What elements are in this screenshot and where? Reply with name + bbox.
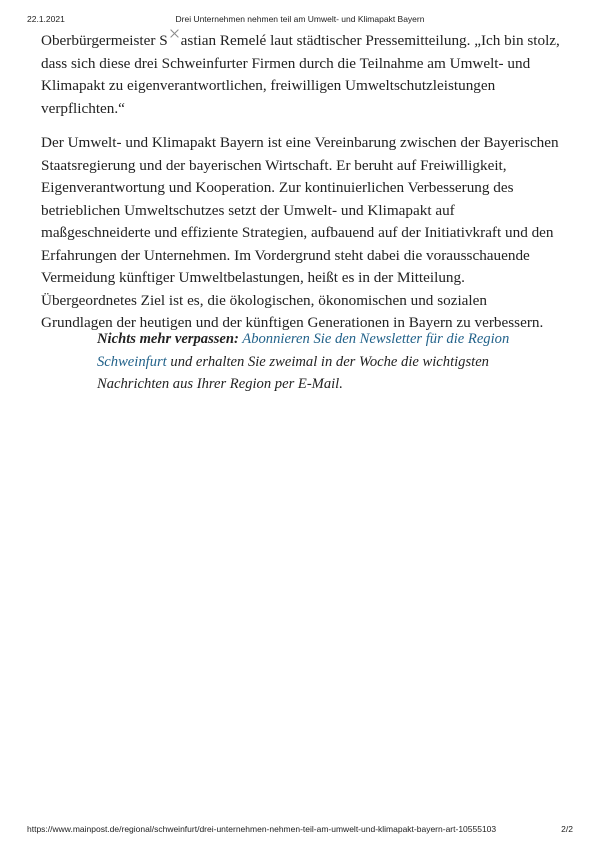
page-url: https://www.mainpost.de/regional/schweinfurt/drei-unternehmen-nehmen-teil-am-umwelt-und-klimapakt-bayern-art-10555103: [27, 824, 497, 834]
print-date: 22.1.2021: [27, 14, 65, 24]
article-paragraph-quote: [41, 29, 561, 120]
newsletter-promo: [97, 328, 517, 396]
close-icon[interactable]: [170, 29, 179, 38]
print-title: Drei Unternehmen nehmen teil am Umwelt- und Klimapakt Bayern: [175, 14, 425, 24]
newsletter-text: und erhalten Sie zweimal in der Woche die wichtigsten Nachrichten aus Ihrer Region per E-Mail.: [97, 353, 489, 392]
article-body: [41, 29, 561, 347]
page-number: 2/2: [561, 824, 573, 834]
paragraph-text-end: astian Remelé laut städtischer Pressemitteilung. „Ich bin stolz, dass sich diese drei Schweinfurter Firmen durch die Teilnahme am Umwelt- und Klimapakt zu eigenverantwortlichen, freiwilligen Umweltschutzleistungen verpflichten.“: [41, 32, 560, 117]
article-paragraph-pact: Der Umwelt- und Klimapakt Bayern ist eine Vereinbarung zwischen der Bayerischen Staatsregierung und der bayerischen Wirtschaft. Er beruht auf Freiwilligkeit, Eigenverantwortung und Kooperation. Zur kontinuierlichen Verbesserung des betrieblichen Umweltschutzes setzt der Umwelt- und Klimapakt auf maßgeschneiderte und effiziente Strategien, aufbauend auf der Initiativkraft und den Erfahrungen der Unternehmen. Im Vordergrund steht dabei die vorausschauende Vermeidung künftiger Umweltbelastungen, heißt es in der Mitteilung. Übergeordnetes Ziel ist es, die ökologischen, ökonomischen und sozialen Grundlagen der heutigen und der künftigen Generationen in Bayern zu verbessern.: [41, 134, 559, 331]
newsletter-lead: Nichts mehr verpassen:: [97, 331, 239, 347]
newsletter-link[interactable]: Abonnieren Sie den Newsletter für die Region Schweinfurt: [97, 331, 510, 370]
paragraph-text-start: Oberbürgermeister S: [41, 32, 168, 49]
